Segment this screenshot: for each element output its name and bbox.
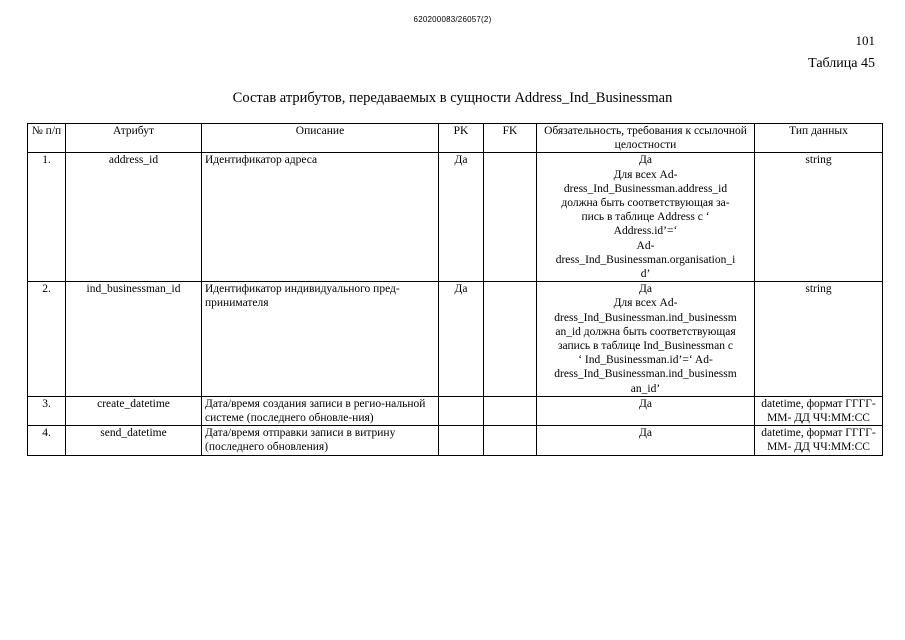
column-header-description: Описание (202, 124, 439, 153)
cell-description: Идентификатор индивидуального пред-принимателя (202, 282, 439, 397)
cell-pk: Да (439, 153, 484, 282)
table-label: Таблица 45 (808, 56, 875, 71)
cell-requirement (537, 153, 755, 282)
table-row (28, 426, 883, 455)
column-header-requirement: Обязательность, требования к ссылочной целостности (537, 124, 755, 153)
cell-num: 4. (28, 426, 66, 455)
cell-attribute: address_id (66, 153, 202, 282)
document-id: 620200083/26057(2) (413, 15, 492, 24)
cell-attribute: send_datetime (66, 426, 202, 455)
cell-fk (484, 396, 537, 425)
requirement-line: dress_Ind_Businessman.ind_businessm (554, 311, 737, 324)
requirement-line: Ad- (636, 239, 655, 252)
cell-requirement (537, 396, 755, 425)
page-number: 101 (855, 33, 875, 48)
attributes-table (27, 123, 883, 456)
requirement-line: an_id должна быть соответствующая (555, 325, 736, 338)
cell-num: 3. (28, 396, 66, 425)
cell-num: 1. (28, 153, 66, 282)
requirement-line: должна быть соответствующая за- (561, 197, 730, 210)
column-header-type: Тип данных (755, 124, 883, 153)
cell-pk: Да (439, 282, 484, 397)
column-header-pk: PK (439, 124, 484, 153)
cell-type: string (755, 153, 883, 282)
requirement-line: ‘ Ind_Businessman.id’=‘ Ad- (578, 354, 713, 367)
cell-pk (439, 426, 484, 455)
requirement-line: dress_Ind_Businessman.organisation_i (555, 253, 736, 266)
cell-fk (484, 426, 537, 455)
requirement-line: Да (639, 427, 652, 440)
table-row (28, 282, 883, 397)
requirement-line: d’ (640, 268, 651, 281)
column-header-fk: FK (484, 124, 537, 153)
requirement-line: Да (639, 397, 652, 410)
cell-attribute: create_datetime (66, 396, 202, 425)
column-header-attribute: Атрибут (66, 124, 202, 153)
cell-num: 2. (28, 282, 66, 397)
requirement-line: пись в таблице Address с ‘ (581, 211, 710, 224)
requirement-line: запись в таблице Ind_Businessman с (558, 340, 733, 353)
requirement-line: Да (639, 283, 652, 296)
table-row (28, 396, 883, 425)
requirement-line: Для всех Ad- (613, 168, 678, 181)
requirement-line: an_id’ (630, 382, 661, 395)
cell-attribute: ind_businessman_id (66, 282, 202, 397)
column-header-num: № п/п (28, 124, 66, 153)
cell-requirement (537, 282, 755, 397)
cell-description: Дата/время отправки записи в витрину (последнего обновления) (202, 426, 439, 455)
requirement-line: Address.id’=‘ (613, 225, 678, 238)
cell-description: Дата/время создания записи в регио-нальной системе (последнего обновле-ния) (202, 396, 439, 425)
table-header-row (28, 124, 883, 153)
cell-fk (484, 153, 537, 282)
table-title: Состав атрибутов, передаваемых в сущности Address_Ind_Businessman (232, 90, 673, 106)
cell-fk (484, 282, 537, 397)
cell-type: datetime, формат ГГГГ-ММ- ДД ЧЧ:ММ:СС (755, 396, 883, 425)
requirement-line: Для всех Ad- (613, 297, 678, 310)
cell-type: datetime, формат ГГГГ-ММ- ДД ЧЧ:ММ:СС (755, 426, 883, 455)
cell-pk (439, 396, 484, 425)
table-row (28, 153, 883, 282)
requirement-line: Да (639, 154, 652, 167)
cell-type: string (755, 282, 883, 397)
cell-requirement (537, 426, 755, 455)
requirement-line: dress_Ind_Businessman.address_id (563, 182, 728, 195)
cell-description: Идентификатор адреса (202, 153, 439, 282)
requirement-line: dress_Ind_Businessman.ind_businessm (554, 368, 737, 381)
